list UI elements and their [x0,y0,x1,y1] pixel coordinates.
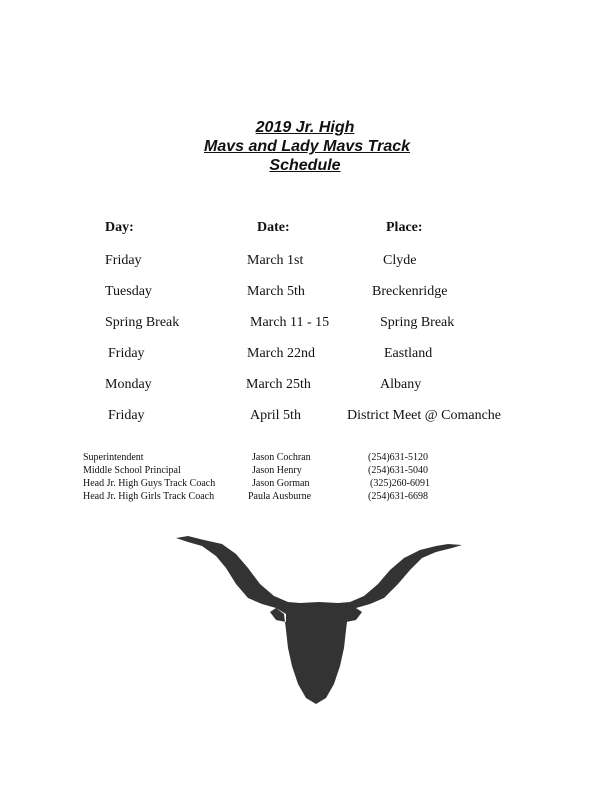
contact-phone: (254)631-6698 [368,491,428,502]
longhorn-shape [176,536,462,704]
contact-row-girls-coach [0,491,610,503]
row-1-day: Friday [105,253,142,268]
row-5-day: Monday [105,377,152,392]
row-2-place: Breckenridge [372,284,448,299]
title-line-schedule: Schedule [269,157,341,174]
schedule-table [0,220,610,430]
contact-phone: (254)631-5120 [368,452,428,463]
schedule-title [0,118,610,175]
row-4-day: Friday [108,346,145,361]
contact-row-guys-coach [0,478,610,490]
header-day: Day: [105,220,134,235]
contact-phone: (325)260-6091 [370,478,430,489]
contact-name: Jason Gorman [252,478,310,489]
contact-role: Head Jr. High Girls Track Coach [83,491,215,502]
contact-phone: (254)631-5040 [368,465,428,476]
row-2-date: March 5th [247,284,305,299]
header-place: Place: [386,220,423,235]
title-line-year: 2019 Jr. High [255,119,355,136]
row-4-date: March 22nd [247,346,316,361]
contact-row-superintendent [0,452,610,464]
row-3-day: Spring Break [105,315,180,330]
longhorn-icon [176,532,462,710]
row-3-place: Spring Break [380,315,455,330]
contact-role: Head Jr. High Guys Track Coach [83,478,216,489]
row-5-place: Albany [380,377,422,392]
row-6-place: District Meet @ Comanche [347,408,502,423]
row-1-date: March 1st [247,253,304,268]
row-6-day: Friday [108,408,145,423]
contact-role: Superintendent [83,452,144,463]
title-line-teams: Mavs and Lady Mavs Track [203,138,411,155]
row-1-place: Clyde [383,253,417,268]
contact-name: Jason Henry [252,465,302,476]
header-date: Date: [257,220,290,235]
contact-name: Paula Ausburne [248,491,312,502]
row-2-day: Tuesday [105,284,152,299]
row-3-date: March 11 - 15 [250,315,330,330]
contact-name: Jason Cochran [252,452,311,463]
contact-role: Middle School Principal [83,465,181,476]
row-4-place: Eastland [384,346,433,361]
row-5-date: March 25th [246,377,311,392]
contact-row-principal [0,465,610,477]
row-6-date: April 5th [250,408,301,423]
